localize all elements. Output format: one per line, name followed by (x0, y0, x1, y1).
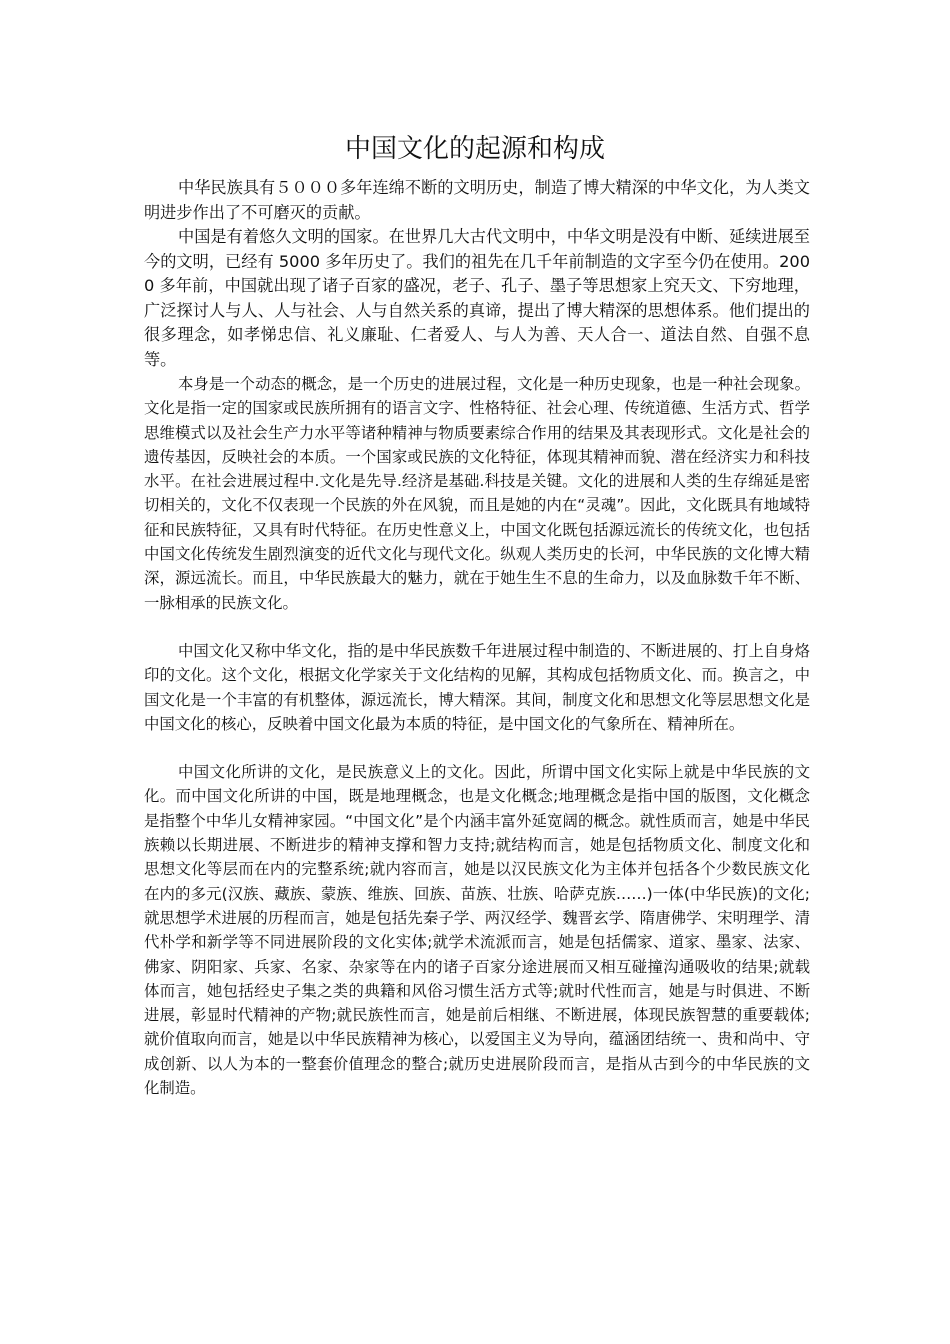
paragraph-1: 中华民族具有５０００多年连绵不断的文明历史，制造了博大精深的中华文化，为人类文明进步作出了不可磨灭的贡献。 (144, 178, 810, 222)
document-body (144, 176, 810, 1100)
paragraph-3: 本身是一个动态的概念，是一个历史的进展过程，文化是一种历史现象，也是一种社会现象。文化是指一定的国家或民族所拥有的语言文字、性格特征、社会心理、传统道德、生活方式、哲学思维模式以及社会生产力水平等诸种精神与物质要素综合作用的结果及其表现形式。文化是社会的遗传基因，反映社会的本质。一个国家或民族的文化特征，体现其精神而貌、潜在经济实力和科技水平。在社会进展过程中.文化是先导.经济是基础.科技是关键。文化的进展和人类的生存绵延是密切相关的，文化不仅表现一个民族的外在风貌，而且是她的内在“灵魂”。因此，文化既具有地域特征和民族特征，又具有时代特征。在历史性意义上，中国文化既包括源远流长的传统文化，也包括中国文化传统发生剧烈演变的近代文化与现代文化。纵观人类历史的长河，中华民族的文化博大精深，源远流长。而且，中华民族最大的魅力，就在于她生生不息的生命力，以及血脉数千年不断、一脉相承的民族文化。 (144, 375, 810, 612)
document-title: 中国文化的起源和构成 (344, 134, 605, 164)
paragraph-5: 中国文化所讲的文化，是民族意义上的文化。因此，所谓中国文化实际上就是中华民族的文化。而中国文化所讲的中国，既是地理概念，也是文化概念;地理概念是指中国的版图，文化概念是指整个中华儿女精神家园。“中国文化”是个内涵丰富外延宽阔的概念。就性质而言，她是中华民族赖以长期进展、不断进步的精神支撑和智力支持;就结构而言，她是包括物质文化、制度文化和思想文化等层而在内的完整系统;就内容而言，她是以汉民族文化为主体并包括各个少数民族文化在内的多元(汉族、藏族、蒙族、维族、回族、苗族、壮族、哈萨克族……)一体(中华民族)的文化;就思想学术进展的历程而言，她是包括先秦子学、两汉经学、魏晋玄学、隋唐佛学、宋明理学、清代朴学和新学等不同进展阶段的文化实体;就学术流派而言，她是包括儒家、道家、墨家、法家、佛家、阴阳家、兵家、名家、杂家等在内的诸子百家分途进展而又相互碰撞沟通吸收的结果;就载体而言，她包括经史子集之类的典籍和风俗习惯生活方式等;就时代性而言，她是与时俱进、不断进展，彰显时代精神的产物;就民族性而言，她是前后相继、不断进展，体现民族智慧的重要载体;就价值取向而言，她是以中华民族精神为核心，以爱国主义为导向，蕴涵团结统一、贵和尚中、守成创新、以人为本的一整套价值理念的整合;就历史进展阶段而言，是指从古到今的中华民族的文化制造。 (144, 763, 810, 1098)
paragraph-2: 中国是有着悠久文明的国家。在世界几大古代文明中，中华文明是没有中断、延续进展至今的文明，已经有 5000 多年历史了。我们的祖先在几千年前制造的文字至今仍在使用。2000 多年前，中国就出现了诸子百家的盛况，老子、孔子、墨子等思想家上究天文、下穷地理，广泛探讨人与人、人与社会、人与自然关系的真谛，提出了博大精深的思想体系。他们提出的很多理念，如孝悌忠信、礼义廉耻、仁者爱人、与人为善、天人合一、道法自然、自强不息等。 (144, 227, 810, 369)
paragraph-4: 中国文化又称中华文化，指的是中华民族数千年进展过程中制造的、不断进展的、打上自身烙印的文化。这个文化，根据文化学家关于文化结构的见解，其构成包括物质文化、而。换言之，中国文化是一个丰富的有机整体，源远流长，博大精深。其间，制度文化和思想文化等层思想文化是中国文化的核心，反映着中国文化最为本质的特征，是中国文化的气象所在、精神所在。 (144, 641, 810, 733)
